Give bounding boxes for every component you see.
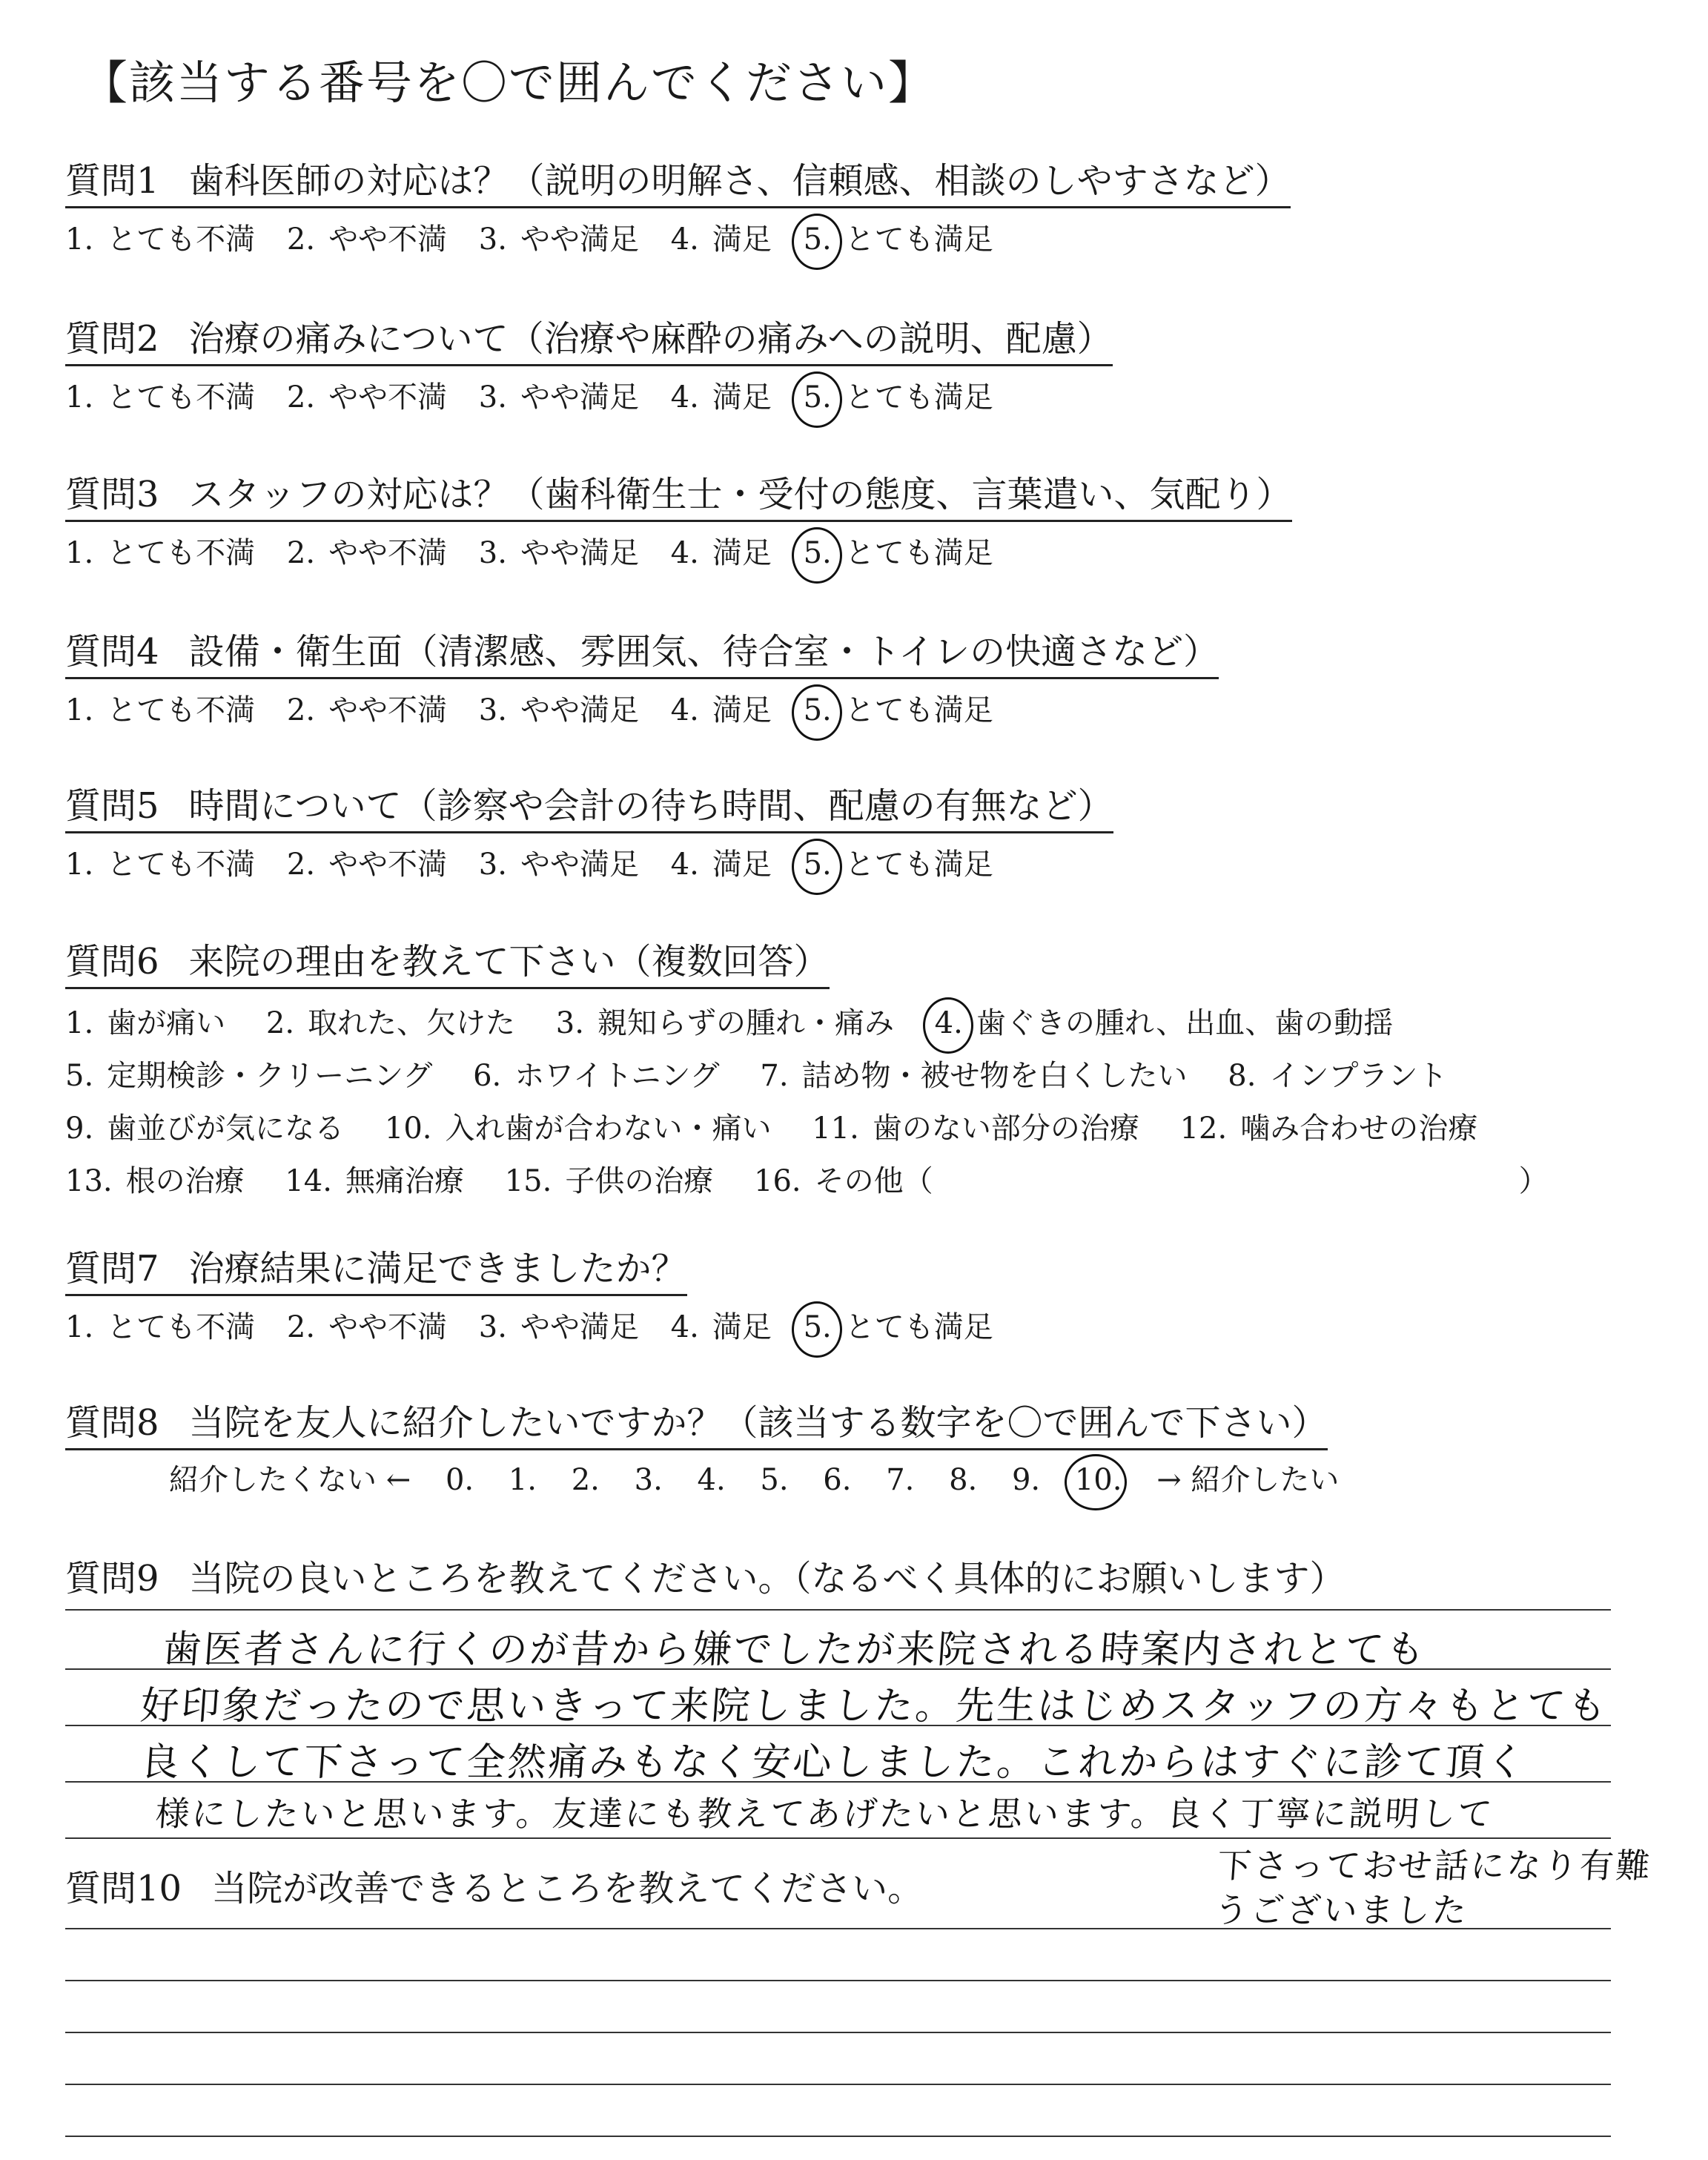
options-row: [65, 1052, 1580, 1094]
option-1[interactable]: 1. とても不満: [65, 1310, 256, 1344]
satisfaction-options: [65, 216, 1291, 258]
question-text: 来院の理由を教えて下さい（複数回答）: [188, 941, 830, 982]
reason-option-12[interactable]: 12. 噛み合わせの治療: [1179, 1112, 1478, 1146]
question-10: [65, 1860, 923, 1914]
question-number: 質問7: [65, 1248, 159, 1289]
reason-option-16-other[interactable]: 16. その他（ ）: [754, 1164, 1549, 1198]
question-2: [65, 310, 1113, 416]
scale-7[interactable]: 7.: [886, 1463, 915, 1497]
scale-4[interactable]: 4.: [697, 1463, 726, 1497]
scale-8[interactable]: 8.: [949, 1463, 978, 1497]
option-5-selected[interactable]: 5. とても満足: [803, 380, 993, 415]
question-5: [65, 777, 1113, 883]
option-4[interactable]: 4. 満足: [670, 222, 772, 257]
question-number: 質問8: [65, 1402, 159, 1444]
question-number: 質問2: [65, 318, 159, 360]
reason-option-15[interactable]: 15. 子供の治療: [504, 1164, 714, 1198]
recommend-scale: [169, 1456, 1364, 1499]
handwritten-line-3: 良くして下さって全然痛みもなく安心しました。これからはすぐに診て頂く: [139, 1740, 1529, 1785]
option-3[interactable]: 3. やや満足: [478, 848, 639, 882]
question-3: [65, 466, 1292, 572]
question-7: [65, 1240, 1016, 1346]
handwritten-line-2: 好印象だったので思いきって来院しました。先生はじめスタッフの方々もとても: [139, 1684, 1610, 1728]
scale-9[interactable]: 9.: [1011, 1463, 1041, 1497]
question-3-heading: [65, 466, 1292, 522]
satisfaction-options: [65, 687, 1219, 729]
option-4[interactable]: 4. 満足: [670, 693, 772, 727]
scale-2[interactable]: 2.: [571, 1463, 600, 1497]
option-5-selected[interactable]: 5. とても満足: [803, 536, 993, 570]
question-text: 当院が改善できるところを教えてください。: [211, 1868, 924, 1909]
option-4[interactable]: 4. 満足: [670, 848, 772, 882]
option-2[interactable]: 2. やや不満: [286, 380, 448, 415]
scale-0[interactable]: 0.: [445, 1463, 474, 1497]
reason-option-5[interactable]: 5. 定期検診・クリーニング: [65, 1059, 433, 1093]
scale-10-selected[interactable]: 10.: [1074, 1463, 1122, 1497]
question-6-heading: [65, 933, 830, 989]
question-number: 質問3: [65, 474, 159, 515]
answer-line: [65, 1928, 1611, 1929]
option-1[interactable]: 1. とても不満: [65, 380, 256, 415]
options-row: [65, 1157, 1580, 1200]
option-5-selected[interactable]: 5. とても満足: [803, 222, 993, 257]
answer-line: [65, 1980, 1611, 1981]
reason-option-10[interactable]: 10. 入れ歯が合わない・痛い: [384, 1112, 772, 1146]
question-text: 当院の良いところを教えてください。（なるべく具体的にお願いします）: [188, 1558, 1345, 1599]
reason-option-1[interactable]: 1. 歯が痛い: [65, 1006, 226, 1040]
scale-right-label: → 紹介したい: [1156, 1463, 1340, 1497]
question-number: 質問10: [65, 1868, 182, 1909]
scale-1[interactable]: 1.: [508, 1463, 537, 1497]
question-4-heading: [65, 623, 1219, 679]
option-3[interactable]: 3. やや満足: [478, 693, 639, 727]
options-row: [65, 1105, 1580, 1147]
question-7-heading: [65, 1240, 687, 1296]
question-8-heading: [65, 1394, 1328, 1450]
option-3[interactable]: 3. やや満足: [478, 380, 639, 415]
reason-option-14[interactable]: 14. 無痛治療: [285, 1164, 464, 1198]
question-text: 当院を友人に紹介したいですか？（該当する数字を〇で囲んで下さい）: [188, 1402, 1328, 1444]
question-text: 治療結果に満足できましたか？: [188, 1248, 687, 1289]
scale-3[interactable]: 3.: [634, 1463, 663, 1497]
question-number: 質問4: [65, 631, 159, 673]
reason-option-4-selected[interactable]: 4. 歯ぐきの腫れ、出血、歯の動揺: [934, 1006, 1394, 1040]
reason-option-6[interactable]: 6. ホワイトニング: [473, 1059, 720, 1093]
question-number: 質問5: [65, 785, 159, 827]
option-3[interactable]: 3. やや満足: [478, 222, 639, 257]
option-2[interactable]: 2. やや不満: [286, 848, 448, 882]
option-3[interactable]: 3. やや満足: [478, 1310, 639, 1344]
scale-6[interactable]: 6.: [823, 1463, 852, 1497]
question-5-heading: [65, 777, 1113, 833]
handwritten-line-4: 様にしたいと思います。友達にも教えてあげたいと思います。良く丁寧に説明して: [153, 1794, 1496, 1834]
question-10-heading: [65, 1860, 923, 1914]
option-5-selected[interactable]: 5. とても満足: [803, 693, 993, 727]
scale-left-label: 紹介したくない ←: [169, 1463, 411, 1497]
satisfaction-options: [65, 1304, 1016, 1346]
scale-5[interactable]: 5.: [760, 1463, 789, 1497]
question-9: [65, 1550, 1345, 1604]
question-2-heading: [65, 310, 1113, 366]
option-2[interactable]: 2. やや不満: [286, 693, 448, 727]
question-text: 設備・衛生面（清潔感、雰囲気、待合室・トイレの快適さなど）: [188, 631, 1219, 673]
question-text: 治療の痛みについて（治療や麻酔の痛みへの説明、配慮）: [188, 318, 1113, 360]
option-4[interactable]: 4. 満足: [670, 1310, 772, 1344]
question-8: [65, 1394, 1364, 1499]
satisfaction-options: [65, 529, 1292, 572]
reason-option-11[interactable]: 11. 歯のない部分の治療: [812, 1112, 1139, 1146]
option-5-selected[interactable]: 5. とても満足: [803, 848, 993, 882]
question-text: 時間について（診察や会計の待ち時間、配慮の有無など）: [188, 785, 1113, 827]
reason-option-13[interactable]: 13. 根の治療: [65, 1164, 245, 1198]
question-number: 質問1: [65, 160, 159, 202]
satisfaction-options: [65, 374, 1113, 416]
satisfaction-options: [65, 841, 1113, 883]
option-3[interactable]: 3. やや満足: [478, 536, 639, 570]
option-1[interactable]: 1. とても不満: [65, 222, 256, 257]
options-row: [65, 1000, 1580, 1042]
reason-option-7[interactable]: 7. 詰め物・被せ物を白くしたい: [760, 1059, 1188, 1093]
option-2[interactable]: 2. やや不満: [286, 536, 448, 570]
reason-option-3[interactable]: 3. 親知らずの腫れ・痛み: [555, 1006, 894, 1040]
option-2[interactable]: 2. やや不満: [286, 1310, 448, 1344]
option-1[interactable]: 1. とても不満: [65, 848, 256, 882]
question-9-heading: [65, 1550, 1345, 1604]
handwritten-line-1: 歯医者さんに行くのが昔から嫌でしたが来院される時案内されとても: [161, 1628, 1429, 1672]
question-text: 歯科医師の対応は？（説明の明解さ、信頼感、相談のしやすさなど）: [188, 160, 1291, 202]
option-1[interactable]: 1. とても不満: [65, 693, 256, 727]
reason-option-2[interactable]: 2. 取れた、欠けた: [265, 1006, 516, 1040]
answer-line: [65, 2032, 1611, 2033]
question-1-heading: [65, 152, 1291, 208]
visit-reason-options: [65, 1000, 1580, 1200]
question-number: 質問6: [65, 941, 159, 982]
answer-line: [65, 2136, 1611, 2137]
answer-line: [65, 2084, 1611, 2085]
option-4[interactable]: 4. 満足: [670, 536, 772, 570]
option-2[interactable]: 2. やや不満: [286, 222, 448, 257]
question-6: [65, 933, 1580, 1200]
answer-line: [65, 1837, 1611, 1839]
option-5-selected[interactable]: 5. とても満足: [803, 1310, 993, 1344]
reason-option-9[interactable]: 9. 歯並びが気になる: [65, 1112, 345, 1146]
option-1[interactable]: 1. とても不満: [65, 536, 256, 570]
page-title: 【該当する番号を〇で囲んでください】: [82, 56, 936, 110]
q10-answer-area[interactable]: [65, 1928, 1611, 2150]
answer-line: [65, 1609, 1611, 1611]
question-4: [65, 623, 1219, 729]
question-1: [65, 152, 1291, 258]
option-4[interactable]: 4. 満足: [670, 380, 772, 415]
question-text: スタッフの対応は？（歯科衛生士・受付の態度、言葉遣い、気配り）: [188, 474, 1292, 515]
handwritten-line-5: 下さっておせ話になり有難うございました: [1213, 1846, 1654, 1930]
question-number: 質問9: [65, 1558, 159, 1599]
reason-option-8[interactable]: 8. インプラント: [1228, 1059, 1448, 1093]
